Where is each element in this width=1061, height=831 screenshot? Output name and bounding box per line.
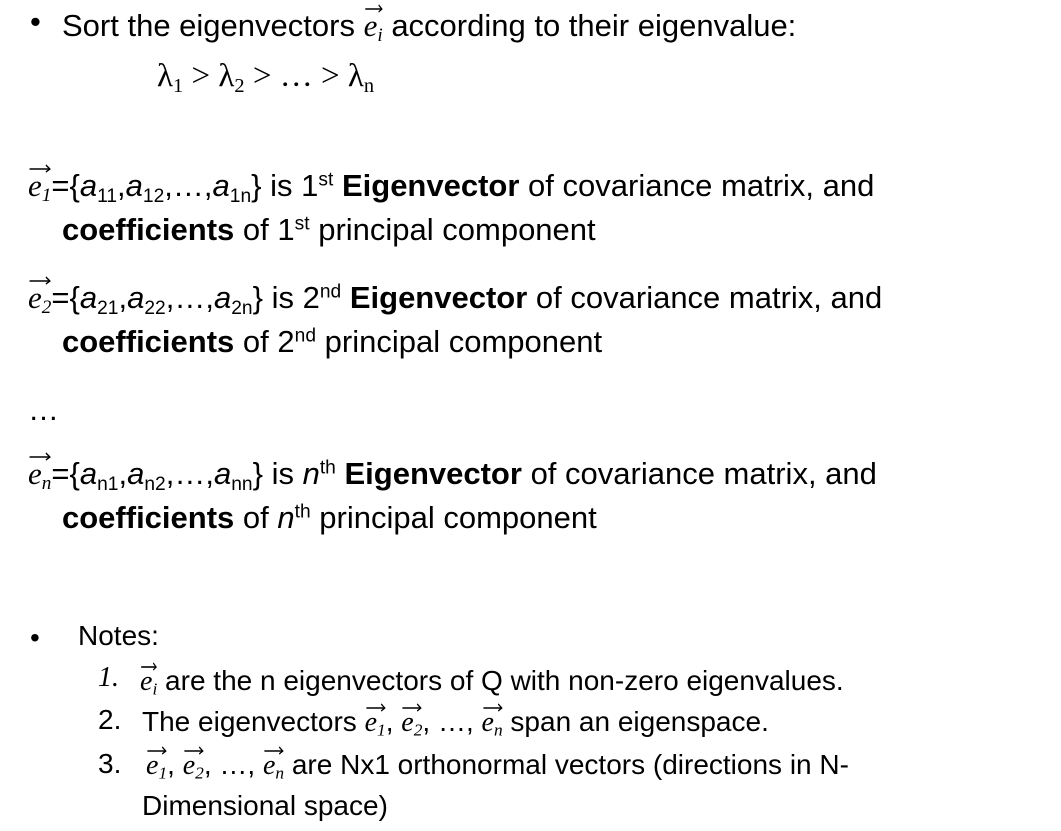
eigenvector-row-2-line2: coefficients of 2nd principal component	[62, 324, 603, 359]
ellipsis-line: …	[28, 392, 59, 427]
note-3-number: 3.	[98, 748, 122, 779]
notes-title: Notes:	[78, 620, 159, 651]
vector-e-1: $e_1$	[146, 746, 167, 782]
eigenvector-row-n-line2: coefficients of $n^{th}$ principal component	[62, 500, 597, 535]
vector-e-n: $e_n$	[28, 452, 51, 493]
sort-line	[62, 4, 796, 45]
notes-bullet: •	[30, 622, 40, 653]
eigenvector-row-2: $e_2=\{a21,a22,\dots,a2n\}$ is 2nd Eigenvector of covariance matrix, and	[28, 276, 882, 318]
vector-e-n: $e_n$	[482, 703, 503, 739]
eigenvector-row-n: $e_n=\{an1,an2,\dots,ann\}$ is $n^{th}$ Eigenvector of covariance matrix, and	[28, 452, 877, 494]
note-3-text-line2: Dimensional space)	[142, 790, 388, 821]
bullet-dot: •	[30, 4, 41, 39]
vector-e-2: $e_2$	[183, 746, 204, 782]
sort-text-before: Sort the eigenvectors	[62, 8, 355, 43]
vector-e-1: $e_1$	[365, 703, 386, 739]
vector-e-2: $e_2$	[401, 703, 422, 739]
arrow-icon	[364, 4, 383, 12]
note-2-text: The eigenvectors $e_1$, $e_2$, …, $e_n$ span an eigenspace.	[142, 703, 769, 739]
eigenvector-row-1: $e_1=\{a11,a12,\dots,a1n\}$ is 1st Eigenvector of covariance matrix, and	[28, 164, 874, 206]
eigenvalue-ordering: $\lambda_1 > \lambda_2$ > … > $\lambda_n$	[157, 58, 375, 98]
note-1-number: 1.	[98, 662, 119, 693]
vector-e-i: $e_i$	[364, 4, 383, 45]
sort-text-after: according to their eigenvalue:	[391, 8, 797, 43]
note-1-text: $e_i$ are the n eigenvectors of Q with non-zero eigenvalues.	[140, 662, 844, 698]
vector-e-2: $e_2$	[28, 276, 51, 317]
vector-e-n: $e_n$	[263, 746, 284, 782]
eigenvector-row-1-line2: coefficients of 1st principal component	[62, 212, 596, 247]
vector-e-i: $e_i$	[140, 662, 157, 698]
note-2-number: 2.	[98, 704, 122, 735]
vector-e-1: $e_1$	[28, 164, 51, 205]
note-3-text: $e_1$, $e_2$, …, $e_n$ are Nx1 orthonormal vectors (directions in N-	[146, 746, 849, 782]
